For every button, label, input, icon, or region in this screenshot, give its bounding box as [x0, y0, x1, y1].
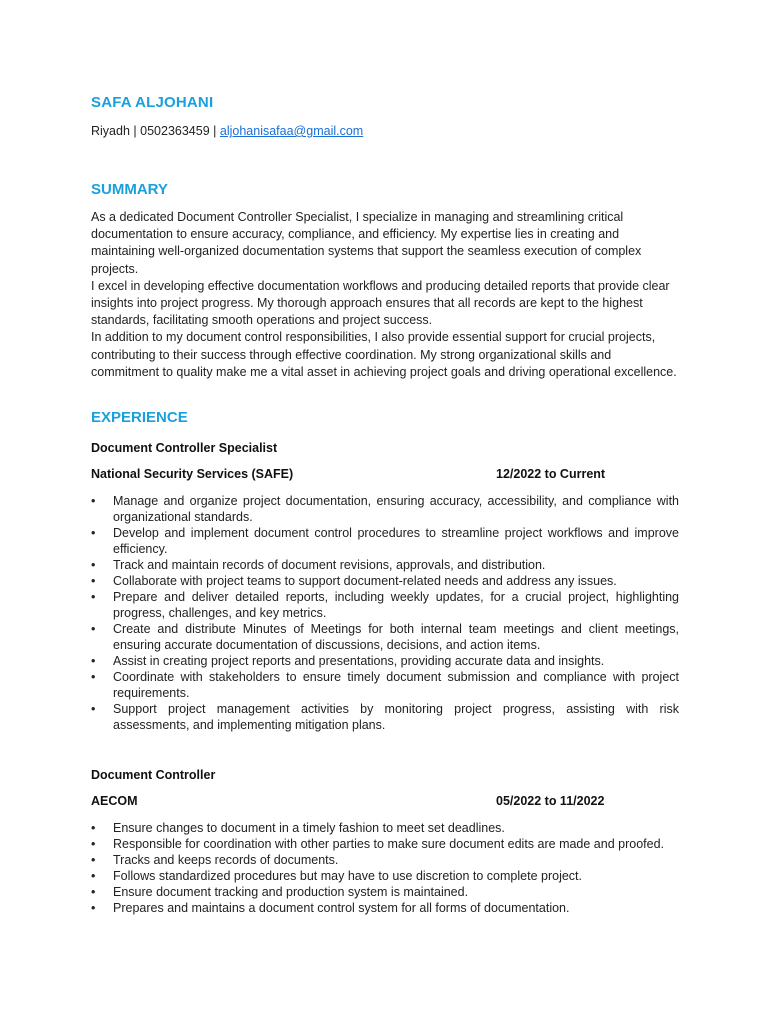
employment-dates: 05/2022 to 11/2022 — [496, 794, 605, 808]
contact-line — [91, 124, 363, 138]
separator: | — [133, 124, 137, 138]
list-item: • Prepares and maintains a document control system for all forms of documentation. — [91, 900, 679, 916]
list-item: • Collaborate with project teams to support document-related needs and address any issues. — [91, 573, 679, 589]
list-item: • Assist in creating project reports and presentations, providing accurate data and insights. — [91, 653, 679, 669]
job-title: Document Controller — [91, 768, 216, 782]
list-item: • Manage and organize project documentation, ensuring accuracy, accessibility, and compliance with organizational standards. — [91, 493, 679, 525]
job-duties-list — [91, 493, 679, 733]
list-item: • Ensure changes to document in a timely fashion to meet set deadlines. — [91, 820, 679, 836]
job-duties-list — [91, 820, 679, 916]
list-item: • Support project management activities by monitoring project progress, assisting with risk assessments, and implementing mitigation plans. — [91, 701, 679, 733]
experience-heading: EXPERIENCE — [91, 409, 188, 426]
list-item: • Ensure document tracking and production system is maintained. — [91, 884, 679, 900]
list-item: • Create and distribute Minutes of Meetings for both internal team meetings and client meetings, ensuring accurate documentation of discussions, decisions, and action items. — [91, 621, 679, 653]
summary-heading: SUMMARY — [91, 181, 168, 198]
list-item: • Develop and implement document control procedures to streamline project workflows and improve efficiency. — [91, 525, 679, 557]
employment-dates: 12/2022 to Current — [496, 467, 606, 481]
email-link[interactable]: aljohanisafaa@gmail.com — [219, 124, 364, 138]
job-title: Document Controller Specialist — [91, 441, 278, 455]
list-item: • Responsible for coordination with other parties to make sure document edits are made and proofed. — [91, 836, 679, 852]
summary-section — [91, 209, 679, 381]
list-item: • Tracks and keeps records of documents. — [91, 852, 679, 868]
summary-paragraph: In addition to my document control responsibilities, I also provide essential support for crucial projects, contributing to their success through effective coordination. My strong organizational skills and commitment to quality make me a vital asset in achieving project goals and driving operational excellence. — [91, 330, 677, 379]
separator: | — [213, 124, 217, 138]
list-item: • Follows standardized procedures but may have to use discretion to complete project. — [91, 868, 679, 884]
list-item: • Coordinate with stakeholders to ensure timely document submission and compliance with project requirements. — [91, 669, 679, 701]
summary-paragraph: I excel in developing effective documentation workflows and producing detailed reports that provide clear insights into project progress. My thorough approach ensures that all records are kept to the highest standards, facilitating smooth operations and project success. — [91, 278, 670, 328]
location: Riyadh — [91, 124, 130, 138]
summary-paragraph: As a dedicated Document Controller Specialist, I specialize in managing and streamlining critical documentation to ensure accuracy, compliance, and efficiency. My expertise lies in creating and maintaining well-organized documentation systems that support the seamless execution of complex projects. — [91, 210, 642, 276]
list-item: • Prepare and deliver detailed reports, including weekly updates, for a crucial project, highlighting progress, challenges, and key metrics. — [91, 589, 679, 621]
company-name: AECOM — [91, 794, 138, 808]
phone-number: 0502363459 — [140, 124, 210, 138]
company-name: National Security Services (SAFE) — [91, 467, 294, 481]
list-item: • Track and maintain records of document revisions, approvals, and distribution. — [91, 557, 679, 573]
candidate-name: SAFA ALJOHANI — [91, 94, 214, 111]
